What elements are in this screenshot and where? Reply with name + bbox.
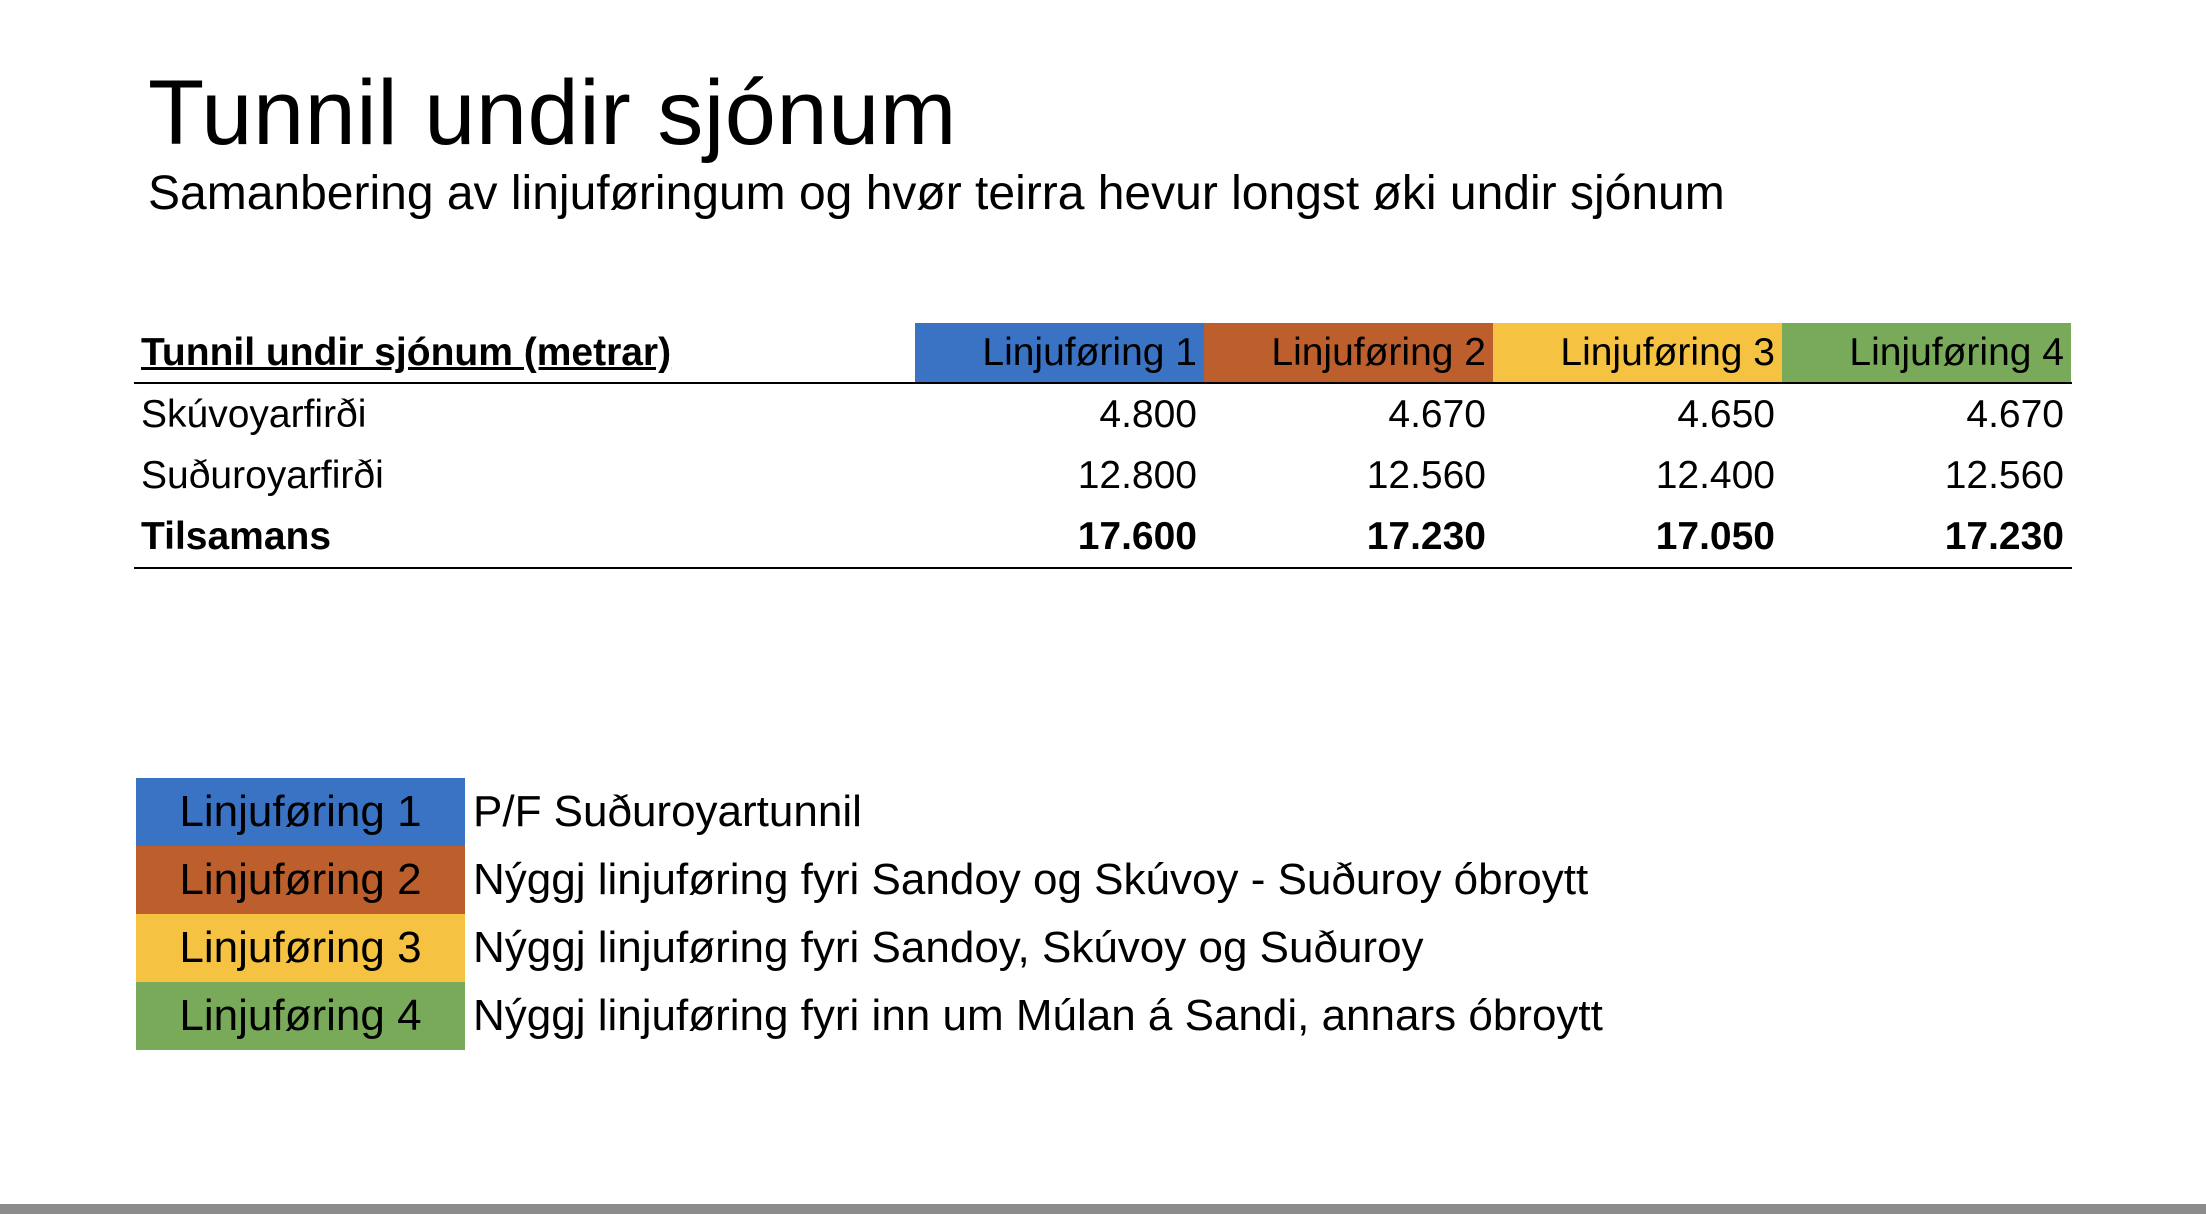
legend-description: Nýggj linjuføring fyri Sandoy, Skúvoy og Suðuroy: [473, 923, 1424, 972]
table-cell: 12.560: [1366, 453, 1486, 497]
tunnel-table: [134, 323, 2072, 569]
total-cell: 17.600: [1077, 514, 1197, 558]
total-cell: 17.230: [1944, 514, 2064, 558]
column-header-1: Linjuføring 1: [915, 323, 1204, 382]
table-cell: 12.800: [1077, 453, 1197, 497]
table-total-row: [134, 506, 2072, 569]
legend-description: P/F Suðuroyartunnil: [473, 787, 862, 836]
legend-swatch-1: Linjuføring 1: [136, 778, 465, 846]
column-header-3: Linjuføring 3: [1493, 323, 1782, 382]
table-cell: 4.650: [1677, 392, 1775, 436]
legend-swatch-4: Linjuføring 4: [136, 982, 465, 1050]
row-label: Suðuroyarfirði: [141, 453, 384, 497]
legend-swatch-2: Linjuføring 2: [136, 846, 465, 914]
route-legend: [136, 778, 1603, 1050]
table-cell: 4.670: [1966, 392, 2064, 436]
table-cell: 12.400: [1655, 453, 1775, 497]
table-row: [134, 384, 2072, 445]
table-row: [134, 445, 2072, 506]
row-label: Skúvoyarfirði: [141, 392, 367, 436]
slide-title: Tunnil undir sjónum: [148, 62, 957, 164]
legend-item: [136, 778, 1603, 846]
legend-item: [136, 846, 1603, 914]
legend-item: [136, 914, 1603, 982]
column-header-4: Linjuføring 4: [1782, 323, 2071, 382]
total-cell: 17.050: [1655, 514, 1775, 558]
legend-description: Nýggj linjuføring fyri inn um Múlan á Sandi, annars óbroytt: [473, 991, 1603, 1040]
legend-item: [136, 982, 1603, 1050]
total-cell: 17.230: [1366, 514, 1486, 558]
table-cell: 12.560: [1944, 453, 2064, 497]
table-header-row: [134, 323, 2072, 384]
table-cell: 4.800: [1099, 392, 1197, 436]
legend-description: Nýggj linjuføring fyri Sandoy og Skúvoy - Suðuroy óbroytt: [473, 855, 1589, 904]
table-cell: 4.670: [1388, 392, 1486, 436]
total-label: Tilsamans: [141, 514, 332, 558]
legend-swatch-3: Linjuføring 3: [136, 914, 465, 982]
bottom-bar: [0, 1204, 2206, 1214]
column-header-2: Linjuføring 2: [1204, 323, 1493, 382]
slide-subtitle: Samanbering av linjuføringum og hvør teirra hevur longst øki undir sjónum: [148, 167, 1725, 220]
table-header-label: Tunnil undir sjónum (metrar): [141, 330, 672, 374]
